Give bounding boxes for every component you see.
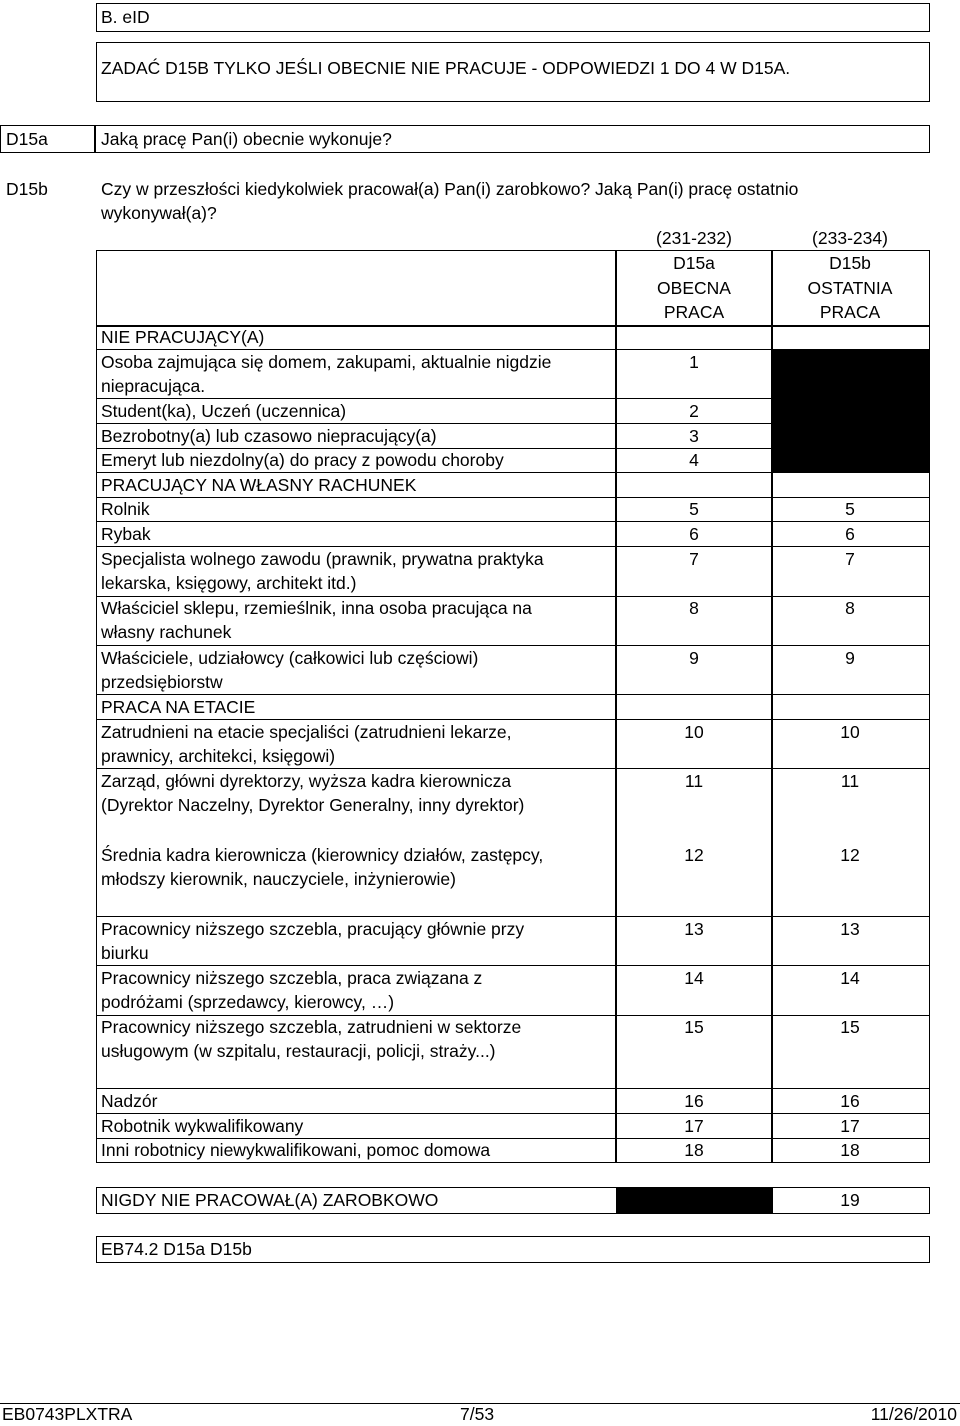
answer-code-d15a: 18 [684,1140,704,1160]
col2-label-line1: OSTATNIA [807,278,893,298]
question-d15b-text-line1: Czy w przeszłości kiedykolwiek pracował(a) Pan(i) zarobkowo? Jaką Pan(i) pracę ostatnio [101,179,799,199]
row-label: Nadzór [101,1091,158,1111]
row-label-cont: (Dyrektor Naczelny, Dyrektor Generalny, inny dyrektor) [101,795,525,815]
col2-code: D15b [829,253,871,273]
reference-text: EB74.2 D15a D15b [101,1239,252,1259]
answer-code-d15a: 5 [689,499,699,519]
section-title: B. eID [101,7,150,27]
answer-code-d15a: 2 [689,401,699,421]
col1-label-line1: OBECNA [657,278,731,298]
answer-code-d15a: 13 [684,919,704,939]
question-d15a-code: D15a [6,129,48,149]
row-label: Pracownicy niższego szczebla, zatrudnieni w sektorze [101,1017,522,1037]
answer-code-d15a: 10 [684,722,704,742]
answer-code-d15a: 12 [684,845,704,865]
instruction-text: ZADAĆ D15B TYLKO JEŚLI OBECNIE NIE PRACUJE - ODPOWIEDZI 1 DO 4 W D15A. [101,58,791,78]
col2-range: (233-234) [812,228,888,248]
col1-code: D15a [673,253,715,273]
answer-code-d15b: 12 [840,845,860,865]
row-label: NIGDY NIE PRACOWAŁ(A) ZAROBKOWO [101,1190,439,1210]
answer-code-d15a: 6 [689,524,699,544]
row-label: Rolnik [101,499,150,519]
answer-code-d15b: 7 [845,549,855,569]
row-label: Specjalista wolnego zawodu (prawnik, prywatna praktyka [101,549,544,569]
row-label-cont: lekarska, księgowy, architekt itd.) [101,573,357,593]
question-d15b-text-line2: wykonywał(a)? [101,203,217,223]
row-label-cont: podróżami (sprzedawcy, kierowcy, …) [101,992,395,1012]
section-header-box [96,3,930,32]
answer-code-d15b: 14 [840,968,860,988]
answer-code-d15b: 16 [840,1091,860,1111]
answer-code-d15a: 14 [684,968,704,988]
row-label: Student(ka), Uczeń (uczennica) [101,401,347,421]
row-label-cont: niepracująca. [101,376,206,396]
row-label-cont: usługowym (w szpitalu, restauracji, policji, straży...) [101,1041,496,1061]
row-label: Właściciele, udziałowcy (całkowici lub częściowi) [101,648,479,668]
row-label-cont: prawnicy, architekci, księgowi) [101,746,336,766]
col1-range: (231-232) [656,228,732,248]
answer-code-d15b: 19 [840,1190,860,1210]
answer-code-d15a: 4 [689,450,699,470]
col1-label-line2: PRACA [663,302,725,322]
row-label: Średnia kadra kierownicza (kierownicy działów, zastępcy, [101,845,544,865]
answer-code-d15b: 9 [845,648,855,668]
row-label-cont: własny rachunek [101,622,232,642]
row-label: Inni robotnicy niewykwalifikowani, pomoc domowa [101,1140,491,1160]
answer-code-d15a: 17 [684,1116,704,1136]
answer-code-d15a: 3 [689,426,699,446]
row-label: Właściciel sklepu, rzemieślnik, inna osoba pracująca na [101,598,532,618]
answer-code-d15a: 16 [684,1091,704,1111]
row-label-cont: biurku [101,943,149,963]
row-label: NIE PRACUJĄCY(A) [101,327,265,347]
blackout-cell-d15b-1-4 [771,349,930,473]
row-label: Emeryt lub niezdolny(a) do pracy z powodu choroby [101,450,504,470]
answer-code-d15a: 9 [689,648,699,668]
row-label: PRACUJĄCY NA WŁASNY RACHUNEK [101,475,417,495]
answer-code-d15b: 8 [845,598,855,618]
answer-code-d15b: 6 [845,524,855,544]
row-label: Osoba zajmująca się domem, zakupami, aktualnie nigdzie [101,352,552,372]
footer-date: 11/26/2010 [870,1404,957,1424]
answer-code-d15b: 13 [840,919,860,939]
row-label: Pracownicy niższego szczebla, pracujący głównie przy [101,919,525,939]
answer-code-d15a: 7 [689,549,699,569]
answer-code-d15a: 11 [684,771,704,791]
row-label: Rybak [101,524,151,544]
answer-code-d15b: 5 [845,499,855,519]
answer-code-d15a: 15 [684,1017,704,1037]
row-label-cont: młodszy kierownik, nauczyciele, inżynierowie) [101,869,456,889]
answer-code-d15b: 15 [840,1017,860,1037]
answer-code-d15b: 10 [840,722,860,742]
answer-code-d15b: 11 [840,771,860,791]
row-label: Zarząd, główni dyrektorzy, wyższa kadra kierownicza [101,771,512,791]
row-label: Zatrudnieni na etacie specjaliści (zatrudnieni lekarze, [101,722,512,742]
row-label: PRACA NA ETACIE [101,697,256,717]
question-d15a-text: Jaką pracę Pan(i) obecnie wykonuje? [101,129,392,149]
row-label: Pracownicy niższego szczebla, praca związana z [101,968,483,988]
footer-page: 7/53 [460,1404,495,1424]
answer-code-d15a: 8 [689,598,699,618]
row-label: Robotnik wykwalifikowany [101,1116,304,1136]
col2-label-line2: PRACA [819,302,881,322]
answer-code-d15a: 1 [689,352,699,372]
question-d15b-code: D15b [6,179,48,199]
answer-code-d15b: 18 [840,1140,860,1160]
row-label-cont: przedsiębiorstw [101,672,223,692]
footer-code: EB0743PLXTRA [2,1404,133,1424]
answer-code-d15b: 17 [840,1116,860,1136]
row-label: Bezrobotny(a) lub czasowo niepracujący(a) [101,426,437,446]
